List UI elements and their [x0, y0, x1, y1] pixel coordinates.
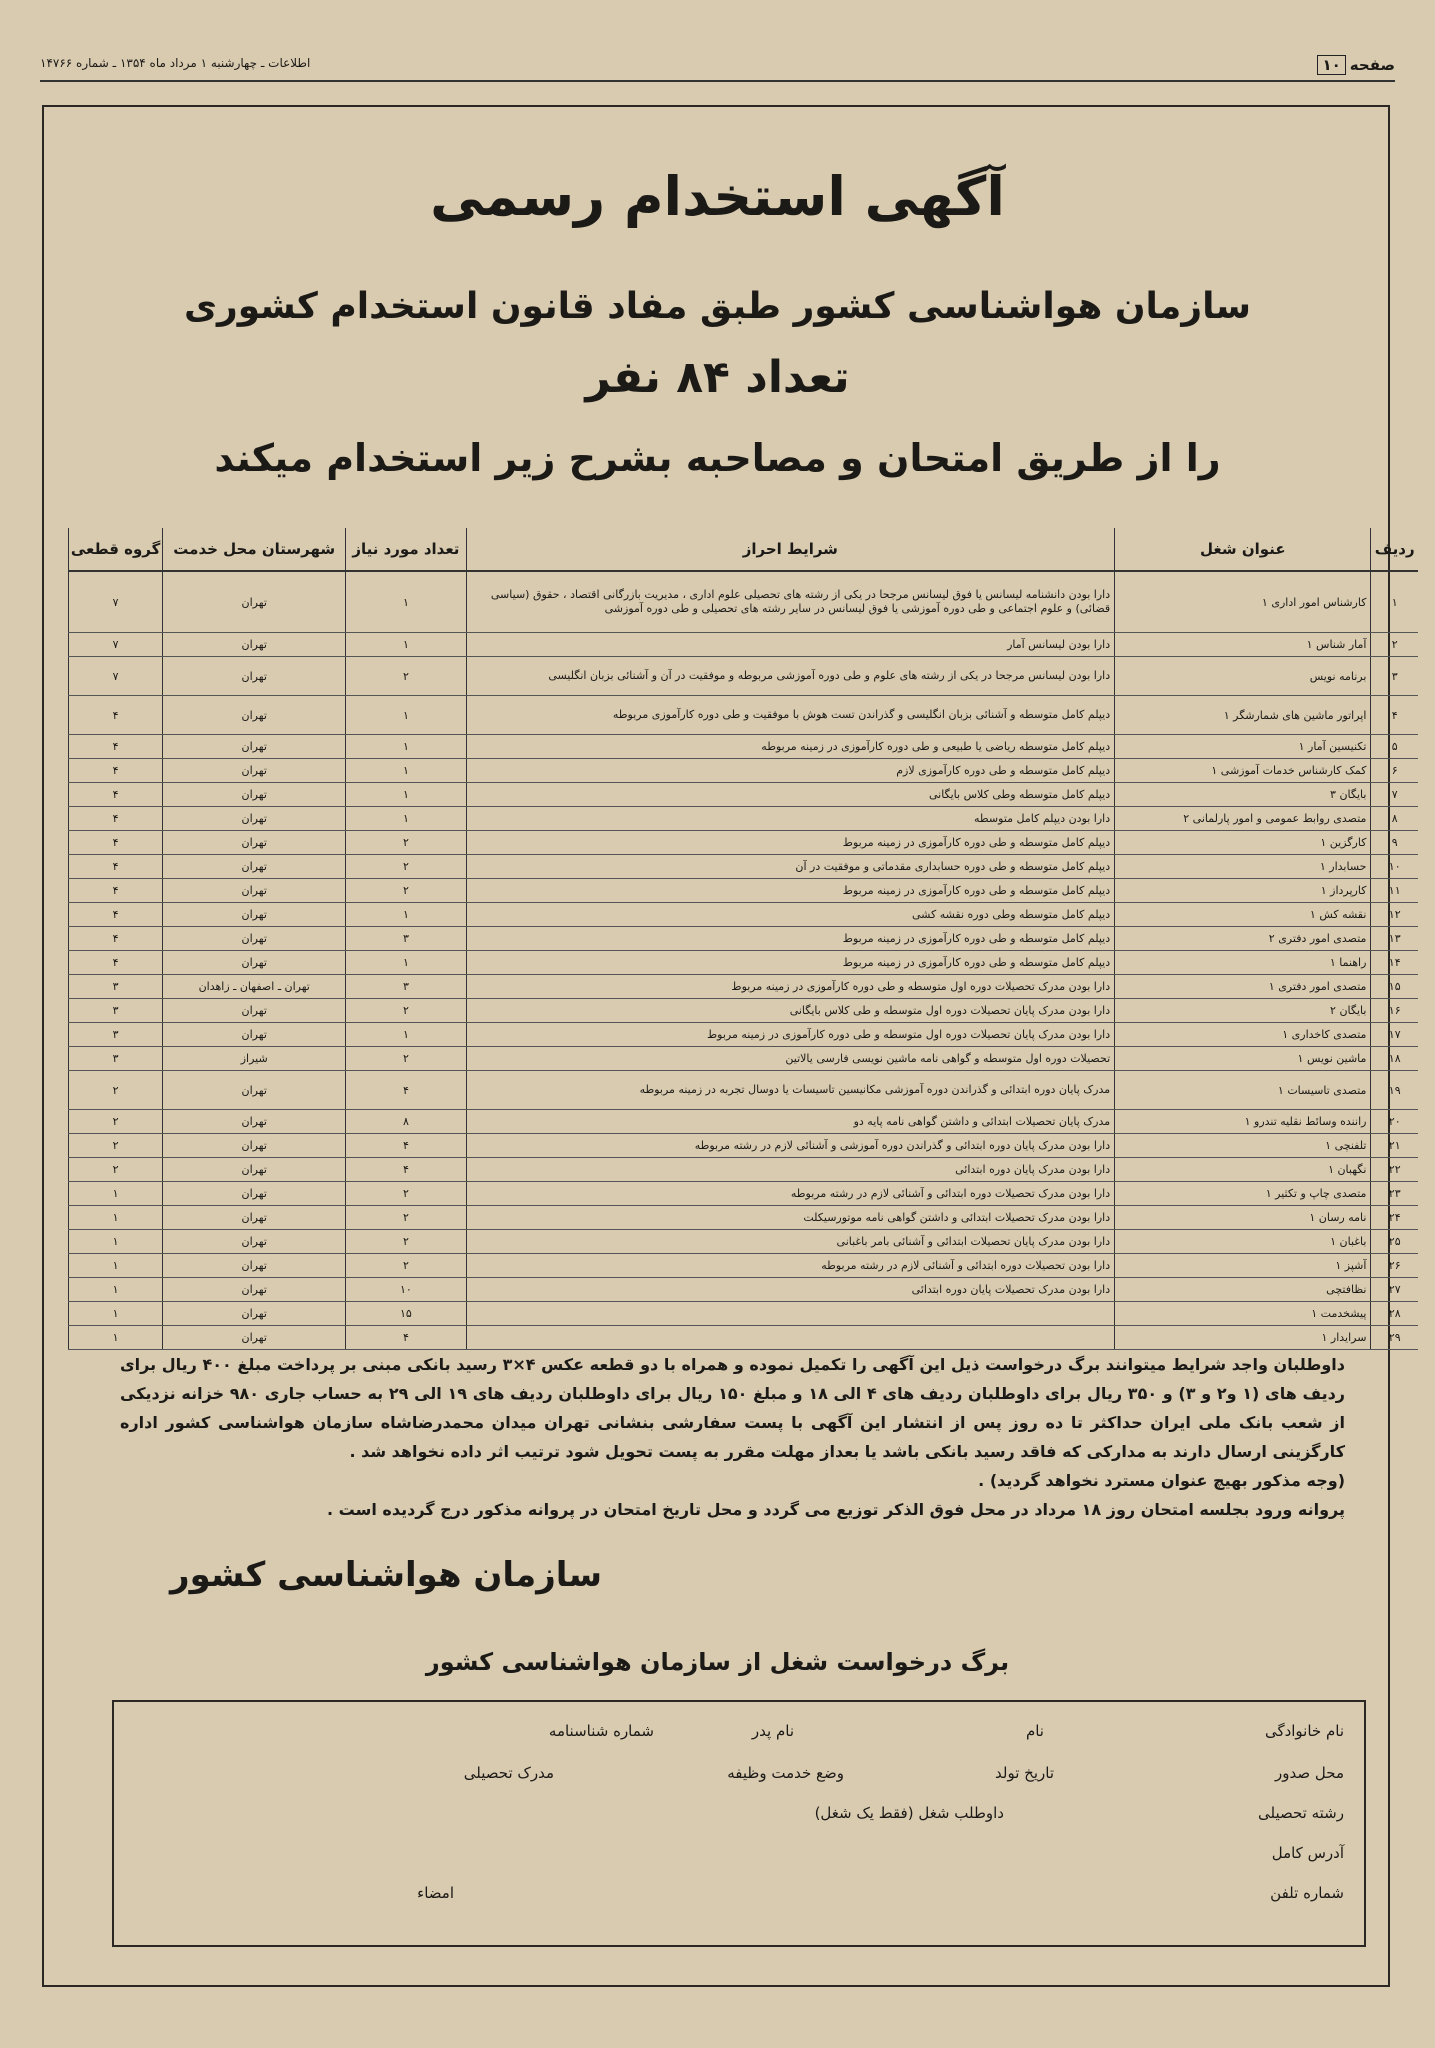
row-number-cell: ۲۸ [1371, 1302, 1418, 1326]
conditions-cell: دیپلم کامل متوسطه و آشنائی بزبان انگلیسی و گذراندن تست هوش با موفقیت و طی دوره کارآموزی مربوطه [466, 696, 1115, 735]
city-cell: تهران [163, 1254, 346, 1278]
row-number-cell: ۲۳ [1371, 1182, 1418, 1206]
group-cell: ۱ [69, 1254, 163, 1278]
count-cell: ۲ [346, 1254, 466, 1278]
city-cell: تهران [163, 903, 346, 927]
group-cell: ۳ [69, 975, 163, 999]
count-cell: ۳ [346, 927, 466, 951]
count-cell: ۱ [346, 633, 466, 657]
conditions-cell: دیپلم کامل متوسطه و طی دوره کارآموزی در زمینه مربوط [466, 831, 1115, 855]
row-number-cell: ۱۶ [1371, 999, 1418, 1023]
table-row [69, 1134, 1419, 1158]
table-row [69, 1302, 1419, 1326]
col-header-count: تعداد مورد نیاز [346, 528, 466, 571]
conditions-cell: مدرک پایان تحصیلات ابتدائی و داشتن گواهی نامه پایه دو [466, 1110, 1115, 1134]
group-cell: ۳ [69, 999, 163, 1023]
group-cell: ۳ [69, 1047, 163, 1071]
count-cell: ۸ [346, 1110, 466, 1134]
city-cell: تهران ـ اصفهان ـ زاهدان [163, 975, 346, 999]
group-cell: ۴ [69, 759, 163, 783]
table-row [69, 1158, 1419, 1182]
notice-paragraph: پروانه ورود بجلسه امتحان روز ۱۸ مرداد در محل فوق الذکر توزیع می گردد و محل تاریخ امتحان در پروانه مذکور درج گردیده است . [327, 1500, 1345, 1519]
ad-subtitle-org: سازمان هواشناسی کشور طبق مفاد قانون استخدام کشوری [184, 286, 1251, 327]
city-cell: تهران [163, 657, 346, 696]
group-cell: ۷ [69, 657, 163, 696]
field-issue-place: محل صدور [1275, 1764, 1344, 1782]
table-row [69, 1278, 1419, 1302]
col-header-job: عنوان شغل [1115, 528, 1371, 571]
city-cell: تهران [163, 1206, 346, 1230]
conditions-cell: دارا بودن مدرک پایان تحصیلات دوره اول متوسطه و طی دوره کارآموزی در زمینه مربوط [466, 1023, 1115, 1047]
ad-subtitle-method: را از طریق امتحان و مصاحبه بشرح زیر استخدام میکند [214, 436, 1221, 480]
table-row [69, 1206, 1419, 1230]
table-row [69, 831, 1419, 855]
group-cell: ۴ [69, 951, 163, 975]
table-row [69, 783, 1419, 807]
field-education-field: رشته تحصیلی [1257, 1804, 1344, 1822]
header-divider [40, 80, 1395, 82]
count-cell: ۲ [346, 831, 466, 855]
group-cell: ۴ [69, 735, 163, 759]
row-number-cell: ۱۳ [1371, 927, 1418, 951]
conditions-cell: مدرک پایان دوره ابتدائی و گذراندن دوره آموزشی مکانیسین تاسیسات یا دوسال تجربه در زمینه مربوطه [466, 1071, 1115, 1110]
job-title-cell: اپراتور ماشین های شمارشگر ۱ [1115, 696, 1371, 735]
city-cell: تهران [163, 735, 346, 759]
job-title-cell: آمار شناس ۱ [1115, 633, 1371, 657]
job-title-cell: بایگان ۲ [1115, 999, 1371, 1023]
conditions-cell: دارا بودن مدرک تحصیلات دوره ابتدائی و آشنائی لازم در رشته مربوطه [466, 1182, 1115, 1206]
conditions-cell: دارا بودن دانشنامه لیسانس یا فوق لیسانس مرجحا در یکی از رشته های تحصیلی علوم اداری ، مدیریت بازرگانی اقتصاد ، حقوق (سیاسی قضائی) و علوم اجتماعی و طی دوره آموزشی یا فوق لیسانس در سایر رشته های تحصیلی و طی دوره آموزشی [466, 571, 1115, 633]
job-title-cell: حسابدار ۱ [1115, 855, 1371, 879]
table-row [69, 1326, 1419, 1350]
field-military-status: وضع خدمت وظیفه [727, 1764, 844, 1782]
row-number-cell: ۲۴ [1371, 1206, 1418, 1230]
count-cell: ۳ [346, 975, 466, 999]
city-cell: تهران [163, 951, 346, 975]
row-number-cell: ۱۴ [1371, 951, 1418, 975]
city-cell: تهران [163, 783, 346, 807]
group-cell: ۲ [69, 1134, 163, 1158]
count-cell: ۱ [346, 951, 466, 975]
job-title-cell: متصدی امور دفتری ۱ [1115, 975, 1371, 999]
conditions-cell: دارا بودن مدرک پایان دوره ابتدائی [466, 1158, 1115, 1182]
city-cell: تهران [163, 1110, 346, 1134]
page-label-text: صفحه [1349, 56, 1395, 74]
job-title-cell: متصدی امور دفتری ۲ [1115, 927, 1371, 951]
notice-text [120, 1350, 1345, 1524]
count-cell: ۱ [346, 735, 466, 759]
city-cell: تهران [163, 759, 346, 783]
count-cell: ۲ [346, 1047, 466, 1071]
job-title-cell: سرایدار ۱ [1115, 1326, 1371, 1350]
city-cell: تهران [163, 807, 346, 831]
ad-subtitle-count: تعداد ۸۴ نفر [585, 352, 850, 403]
row-number-cell: ۲۲ [1371, 1158, 1418, 1182]
group-cell: ۴ [69, 927, 163, 951]
table-row [69, 735, 1419, 759]
table-body [69, 571, 1419, 1350]
job-title-cell: نظافتچی [1115, 1278, 1371, 1302]
row-number-cell: ۱۵ [1371, 975, 1418, 999]
conditions-cell: دارا بودن مدرک تحصیلات ابتدائی و داشتن گواهی نامه موتورسیکلت [466, 1206, 1115, 1230]
group-cell: ۱ [69, 1230, 163, 1254]
conditions-cell: دارا بودن مدرک تحصیلات دوره اول متوسطه و طی دوره کارآموزی در زمینه مربوط [466, 975, 1115, 999]
conditions-cell: دیپلم کامل متوسطه ریاضی یا طبیعی و طی دوره کارآموزی در زمینه مربوطه [466, 735, 1115, 759]
field-phone: شماره تلفن [1270, 1884, 1344, 1902]
job-title-cell: متصدی کاخداری ۱ [1115, 1023, 1371, 1047]
conditions-cell: دیپلم کامل متوسطه و طی دوره کارآموزی در زمینه مربوط [466, 927, 1115, 951]
city-cell: تهران [163, 696, 346, 735]
row-number-cell: ۱۰ [1371, 855, 1418, 879]
row-number-cell: ۱۸ [1371, 1047, 1418, 1071]
form-title: برگ درخواست شغل از سازمان هواشناسی کشور [425, 1648, 1010, 1676]
table-row [69, 927, 1419, 951]
count-cell: ۲ [346, 1182, 466, 1206]
job-title-cell: تلفنچی ۱ [1115, 1134, 1371, 1158]
table-row [69, 633, 1419, 657]
field-father-name: نام پدر [751, 1722, 794, 1740]
row-number-cell: ۲۷ [1371, 1278, 1418, 1302]
conditions-cell: دارا بودن مدرک پایان دوره ابتدائی و گذراندن دوره آموزشی و آشنائی لازم در رشته مربوطه [466, 1134, 1115, 1158]
field-family-name: نام خانوادگی [1264, 1722, 1344, 1740]
city-cell: تهران [163, 633, 346, 657]
job-title-cell: متصدی روابط عمومی و امور پارلمانی ۲ [1115, 807, 1371, 831]
count-cell: ۱ [346, 759, 466, 783]
page-number: ۱۰ [1317, 55, 1345, 75]
job-title-cell: نامه رسان ۱ [1115, 1206, 1371, 1230]
job-title-cell: آشپز ۱ [1115, 1254, 1371, 1278]
job-title-cell: باغبان ۱ [1115, 1230, 1371, 1254]
row-number-cell: ۶ [1371, 759, 1418, 783]
count-cell: ۱ [346, 783, 466, 807]
table-row [69, 903, 1419, 927]
count-cell: ۴ [346, 1071, 466, 1110]
conditions-cell: دارا بودن دیپلم کامل متوسطه [466, 807, 1115, 831]
count-cell: ۱ [346, 696, 466, 735]
job-title-cell: راهنما ۱ [1115, 951, 1371, 975]
row-number-cell: ۲۶ [1371, 1254, 1418, 1278]
table-row [69, 1254, 1419, 1278]
field-name: نام [1025, 1722, 1044, 1740]
city-cell: تهران [163, 1302, 346, 1326]
group-cell: ۳ [69, 1023, 163, 1047]
count-cell: ۲ [346, 1230, 466, 1254]
count-cell: ۲ [346, 879, 466, 903]
issue-line: اطلاعات ـ چهارشنبه ۱ مرداد ماه ۱۳۵۴ ـ شماره ۱۴۷۶۶ [40, 56, 311, 70]
col-header-conditions: شرایط احراز [466, 528, 1115, 571]
count-cell: ۲ [346, 855, 466, 879]
job-title-cell: راننده وسائط نقلیه تندرو ۱ [1115, 1110, 1371, 1134]
table-row [69, 657, 1419, 696]
group-cell: ۷ [69, 571, 163, 633]
row-number-cell: ۹ [1371, 831, 1418, 855]
table-row [69, 571, 1419, 633]
conditions-cell: دیپلم کامل متوسطه و طی دوره کارآموزی در زمینه مربوط [466, 951, 1115, 975]
row-number-cell: ۱۱ [1371, 879, 1418, 903]
job-title-cell: نقشه کش ۱ [1115, 903, 1371, 927]
city-cell: تهران [163, 1071, 346, 1110]
city-cell: تهران [163, 1182, 346, 1206]
conditions-cell: دارا بودن تحصیلات دوره ابتدائی و آشنائی لازم در رشته مربوطه [466, 1254, 1115, 1278]
col-header-group: گروه قطعی [69, 528, 163, 571]
row-number-cell: ۲۱ [1371, 1134, 1418, 1158]
group-cell: ۲ [69, 1110, 163, 1134]
conditions-cell: دارا بودن مدرک پایان تحصیلات دوره اول متوسطه و طی کلاس بایگانی [466, 999, 1115, 1023]
city-cell: تهران [163, 571, 346, 633]
jobs-table [68, 528, 1418, 1344]
table-row [69, 696, 1419, 735]
table-row [69, 1023, 1419, 1047]
count-cell: ۱ [346, 903, 466, 927]
city-cell: تهران [163, 855, 346, 879]
conditions-cell: دارا بودن مدرک پایان تحصیلات ابتدائی و آشنائی بامر باغبانی [466, 1230, 1115, 1254]
table-row [69, 1182, 1419, 1206]
conditions-cell [466, 1326, 1115, 1350]
count-cell: ۱۰ [346, 1278, 466, 1302]
group-cell: ۱ [69, 1278, 163, 1302]
city-cell: تهران [163, 927, 346, 951]
city-cell: تهران [163, 1134, 346, 1158]
conditions-cell: دارا بودن مدرک تحصیلات پایان دوره ابتدائی [466, 1278, 1115, 1302]
count-cell: ۲ [346, 1206, 466, 1230]
job-title-cell: کمک کارشناس خدمات آموزشی ۱ [1115, 759, 1371, 783]
row-number-cell: ۳ [1371, 657, 1418, 696]
count-cell: ۱ [346, 1023, 466, 1047]
table-row [69, 1110, 1419, 1134]
table-row [69, 879, 1419, 903]
field-id-number: شماره شناسنامه [548, 1722, 654, 1740]
table-row [69, 975, 1419, 999]
row-number-cell: ۱۹ [1371, 1071, 1418, 1110]
city-cell: تهران [163, 879, 346, 903]
group-cell: ۴ [69, 903, 163, 927]
page-label [1317, 56, 1395, 74]
conditions-cell: دارا بودن لیسانس مرجحا در یکی از رشته های علوم و طی دوره آموزشی مربوطه و موفقیت در آن و آشنائی بزبان انگلیسی [466, 657, 1115, 696]
count-cell: ۱ [346, 807, 466, 831]
conditions-cell: دیپلم کامل متوسطه و طی دوره حسابداری مقدماتی و موفقیت در آن [466, 855, 1115, 879]
conditions-cell: دیپلم کامل متوسطه وطی دوره نقشه کشی [466, 903, 1115, 927]
page-header [40, 56, 1395, 78]
table-row [69, 759, 1419, 783]
job-title-cell: برنامه نویس [1115, 657, 1371, 696]
count-cell: ۴ [346, 1158, 466, 1182]
table-row [69, 1230, 1419, 1254]
city-cell: شیراز [163, 1047, 346, 1071]
field-job-applicant: داوطلب شغل (فقط یک شغل) [814, 1804, 1004, 1822]
job-title-cell: بایگان ۳ [1115, 783, 1371, 807]
conditions-cell: دیپلم کامل متوسطه وطی کلاس بایگانی [466, 783, 1115, 807]
table-row [69, 1047, 1419, 1071]
group-cell: ۲ [69, 1071, 163, 1110]
row-number-cell: ۱ [1371, 571, 1418, 633]
group-cell: ۱ [69, 1206, 163, 1230]
row-number-cell: ۲۵ [1371, 1230, 1418, 1254]
count-cell: ۱ [346, 571, 466, 633]
city-cell: تهران [163, 831, 346, 855]
group-cell: ۱ [69, 1182, 163, 1206]
table-row [69, 999, 1419, 1023]
row-number-cell: ۷ [1371, 783, 1418, 807]
row-number-cell: ۱۲ [1371, 903, 1418, 927]
city-cell: تهران [163, 1278, 346, 1302]
group-cell: ۴ [69, 783, 163, 807]
row-number-cell: ۱۷ [1371, 1023, 1418, 1047]
field-birth-date: تاریخ تولد [995, 1764, 1054, 1782]
job-title-cell: کارپرداز ۱ [1115, 879, 1371, 903]
job-title-cell: متصدی چاپ و تکثیر ۱ [1115, 1182, 1371, 1206]
city-cell: تهران [163, 1158, 346, 1182]
group-cell: ۴ [69, 831, 163, 855]
job-title-cell: تکنیسین آمار ۱ [1115, 735, 1371, 759]
conditions-cell: دیپلم کامل متوسطه و طی دوره کارآموزی در زمینه مربوط [466, 879, 1115, 903]
row-number-cell: ۵ [1371, 735, 1418, 759]
field-address: آدرس کامل [1271, 1844, 1344, 1862]
group-cell: ۴ [69, 807, 163, 831]
ad-title: آگهی استخدام رسمی [430, 165, 1005, 228]
job-title-cell: ماشین نویس ۱ [1115, 1047, 1371, 1071]
job-title-cell: کارشناس امور اداری ۱ [1115, 571, 1371, 633]
field-signature: امضاء [417, 1884, 454, 1902]
col-header-row: ردیف [1371, 528, 1418, 571]
job-title-cell: نگهبان ۱ [1115, 1158, 1371, 1182]
group-cell: ۱ [69, 1302, 163, 1326]
row-number-cell: ۲۰ [1371, 1110, 1418, 1134]
row-number-cell: ۸ [1371, 807, 1418, 831]
job-title-cell: متصدی تاسیسات ۱ [1115, 1071, 1371, 1110]
notice-paragraph: (وجه مذکور بهیچ عنوان مسترد نخواهد گردید) . [978, 1471, 1345, 1490]
count-cell: ۲ [346, 657, 466, 696]
field-education-degree: مدرک تحصیلی [463, 1764, 554, 1782]
col-header-city: شهرستان محل خدمت [163, 528, 346, 571]
count-cell: ۲ [346, 999, 466, 1023]
city-cell: تهران [163, 1023, 346, 1047]
row-number-cell: ۴ [1371, 696, 1418, 735]
row-number-cell: ۲۹ [1371, 1326, 1418, 1350]
table-row [69, 951, 1419, 975]
conditions-cell: تحصیلات دوره اول متوسطه و گواهی نامه ماشین نویسی فارسی یالاتین [466, 1047, 1115, 1071]
city-cell: تهران [163, 1326, 346, 1350]
group-cell: ۴ [69, 855, 163, 879]
group-cell: ۲ [69, 1158, 163, 1182]
organization-signature: سازمان هواشناسی کشور [170, 1555, 603, 1595]
group-cell: ۴ [69, 696, 163, 735]
job-title-cell: کارگزین ۱ [1115, 831, 1371, 855]
table-row [69, 855, 1419, 879]
job-title-cell: پیشخدمت ۱ [1115, 1302, 1371, 1326]
conditions-cell: دارا بودن لیسانس آمار [466, 633, 1115, 657]
table-row [69, 807, 1419, 831]
row-number-cell: ۲ [1371, 633, 1418, 657]
city-cell: تهران [163, 1230, 346, 1254]
group-cell: ۴ [69, 879, 163, 903]
table-header-row [69, 528, 1419, 571]
city-cell: تهران [163, 999, 346, 1023]
group-cell: ۱ [69, 1326, 163, 1350]
conditions-cell [466, 1302, 1115, 1326]
table-row [69, 1071, 1419, 1110]
conditions-cell: دیپلم کامل متوسطه و طی دوره کارآموزی لازم [466, 759, 1115, 783]
count-cell: ۴ [346, 1134, 466, 1158]
count-cell: ۴ [346, 1326, 466, 1350]
notice-paragraph: داوطلبان واجد شرایط میتوانند برگ درخواست ذیل این آگهی را تکمیل نموده و همراه با دو قطعه عکس ۴×۳ رسید بانکی مبنی بر پرداخت مبلغ ۴۰۰ ریال برای ردیف های (۱ و۲ و ۳) و ۳۵۰ ریال برای داوطلبان ردیف های ۴ الی ۱۸ و مبلغ ۱۵۰ ریال برای داوطلبان ردیف های ۱۹ الی ۲۹ به حساب جاری ۹۸۰ خزانه نزدیکی از شعب بانک ملی ایران حداکثر تا ده روز پس از انتشار این آگهی با پست سفارشی بنشانی تهران میدان محمدرضاشاه سازمان هواشناسی کشور اداره کارگزینی ارسال دارند به مدارکی که فاقد رسید بانکی باشد یا بعداز مهلت مقرر به پست تحویل شود ترتیب اثر داده نخواهد شد . [120, 1355, 1346, 1461]
application-form [112, 1700, 1366, 1947]
count-cell: ۱۵ [346, 1302, 466, 1326]
group-cell: ۷ [69, 633, 163, 657]
